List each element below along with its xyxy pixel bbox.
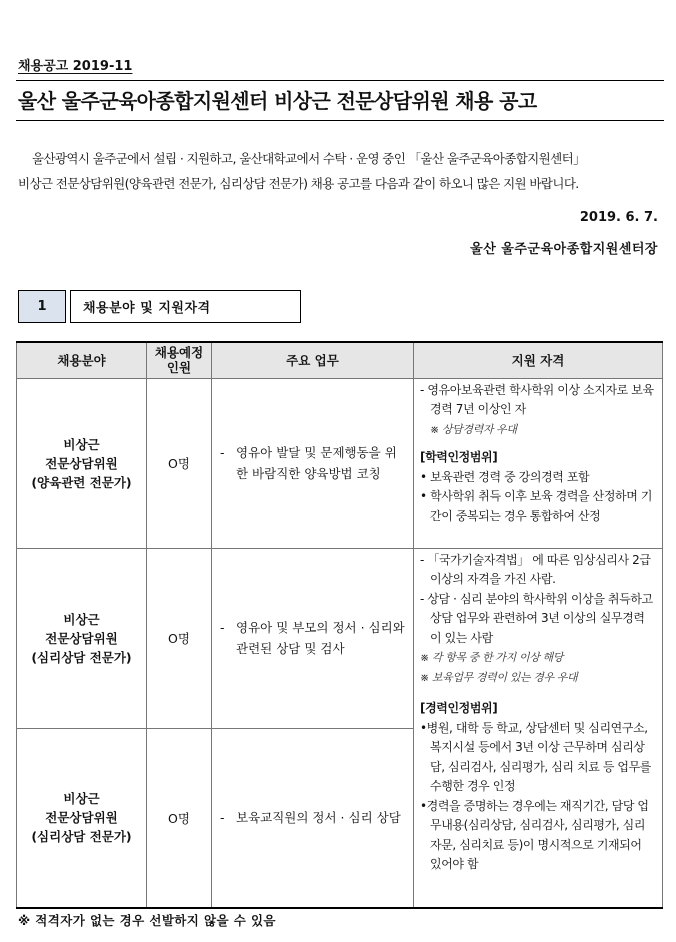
field-cell: 비상근 전문상담위원 (심리상담 전문가) [17,548,147,728]
section-title: 채용분야 및 지원자격 [70,290,301,323]
count-cell: O명 [147,378,212,548]
field-cell: 비상근 전문상담위원 (심리상담 전문가) [17,728,147,908]
notice-number: 채용공고 2019-11 [18,59,133,74]
section-number: 1 [18,290,66,323]
duty-cell: - 보육교직원의 정서 · 심리 상담 [212,728,414,908]
table-row [17,548,663,728]
intro-paragraph [18,146,664,196]
count-cell: O명 [147,548,212,728]
table-row [17,378,663,548]
title-top-rule [16,80,664,81]
notice-date: 2019. 6. 7. [579,210,658,225]
recruitment-table [16,341,663,909]
header-count: 채용예정 인원 [147,342,212,378]
header-field: 채용분야 [17,342,147,378]
qualification-cell: - 영유아보육관련 학사학위 이상 소지자로 보육경력 7년 이상인 자 ※ 상담경력자 우대 [학력인정범위] • 보육관련 경력 중 강의경력 포함 • 학사학위 취득 이후 보육 경력을 산정하며 기간이 중복되는 경우 통합하여 산정 [414,378,663,548]
field-cell: 비상근 전문상담위원 (양육관련 전문가) [17,378,147,548]
footnote: ※ 적격자가 없는 경우 선발하지 않을 수 있음 [18,913,276,928]
header-duty: 주요 업무 [212,342,414,378]
header-qualification: 지원 자격 [414,342,663,378]
duty-cell: - 영유아 발달 및 문제행동을 위한 바람직한 양육방법 코칭 [212,378,414,548]
intro-line-1: 울산광역시 울주군에서 설립 · 지원하고, 울산대학교에서 수탁 · 운영 중인 「울산 울주군육아종합지원센터」 [32,151,585,166]
qualification-cell: - 「국가기술자격법」 에 따른 임상심리사 2급 이상의 자격을 가진 사람. - 상담 · 심리 분야의 학사학위 이상을 취득하고 상담 업무와 관련하여 3년 이상의 실무경력이 있는 사람 ※ 각 항목 중 한 가지 이상 해당 ※ 보육업무 경력이 있는 경우 우대 [경력인정범위] •병원, 대학 등 학교, 상담센터 및 심리연구소, 복지시설 등에서 3년 이상 근무하며 심리상담, 심리검사, 심리평가, 심리 치료 등 업무를 수행한 경우 인정 •경력을 증명하는 경우에는 재직기간, 담당 업무내용(심리상담, 심리검사, 심리평가, 심리자문, 심리치료 등)이 명시적으로 기재되어 있어야 함 [414,548,663,908]
title-bottom-rule [16,120,664,121]
duty-cell: - 영유아 및 부모의 정서 · 심리와 관련된 상담 및 검사 [212,548,414,728]
document-title: 울산 울주군육아종합지원센터 비상근 전문상담위원 채용 공고 [18,89,537,113]
table-header-row [17,342,663,378]
count-cell: O명 [147,728,212,908]
intro-line-2: 비상근 전문상담위원(양육관련 전문가, 심리상담 전문가) 채용 공고를 다음과 같이 하오니 많은 지원 바랍니다. [18,176,579,191]
signer: 울산 울주군육아종합지원센터장 [470,242,658,257]
